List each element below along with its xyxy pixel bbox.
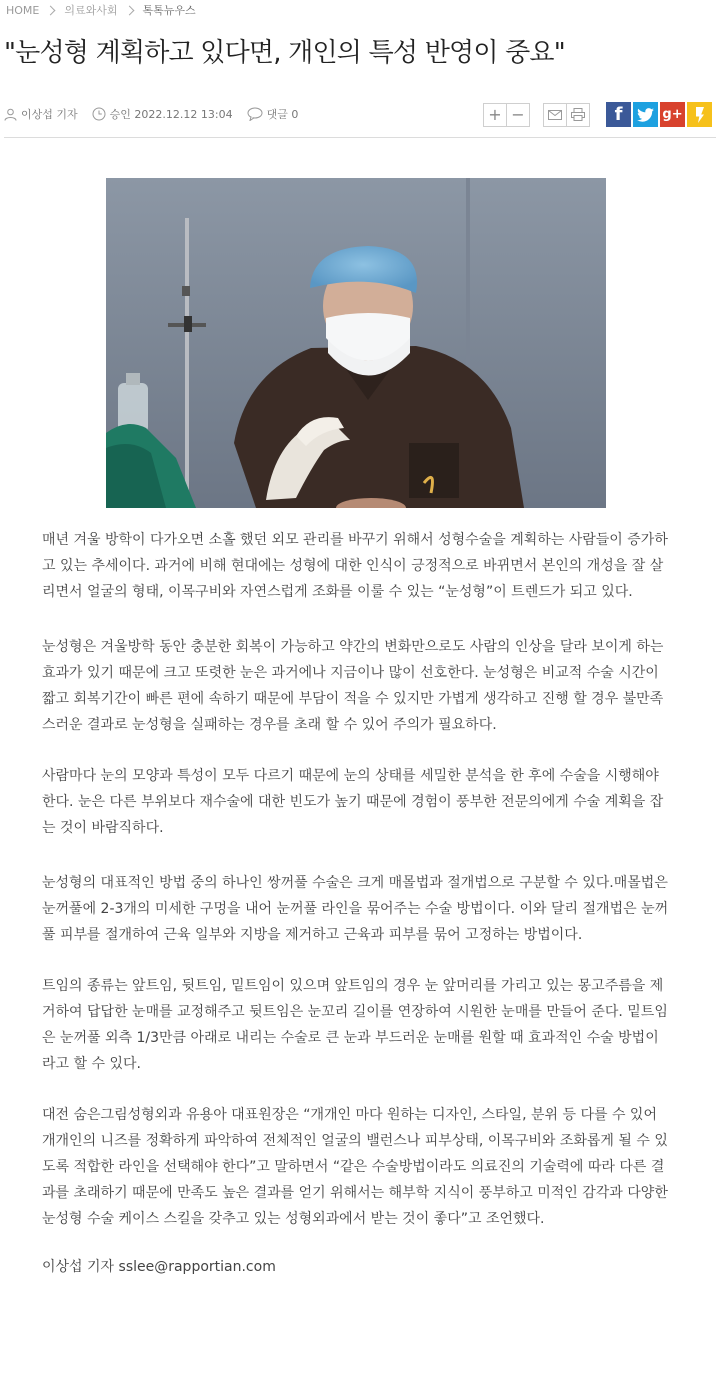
author-name: 이상섭 기자 [21,108,78,121]
article-paragraph: 대전 숨은그림성형외과 유용아 대표원장은 “개개인 마다 원하는 디자인, 스타일, 분위 등 다를 수 있어 개개인의 니즈를 정확하게 파악하여 전체적인 얼굴의 밸런스나 피부상태, 이목구비와 조화롭게 될 수 있도록 적합한 라인을 선택해야 한다”고 말하면서 “같은 수술방법이라도 의료진의 기술력에 따라 다른 결과를 초래하기 때문에 만족도 높은 결과를 얻기 위해서는 해부학 지식이 풍부하고 미적인 감각과 다양한 눈성형 수술 케이스 스킬을 갖추고 있는 성형외과에서 받는 것이 좋다”고 조언했다. [42,1107,668,1227]
approved-date: 승인 2022.12.12 13:04 [109,108,233,121]
email-button[interactable] [543,103,567,127]
article-paragraph: 트임의 종류는 앞트임, 뒷트임, 밑트임이 있으며 앞트임의 경우 눈 앞머리를 가리고 있는 몽고주름을 제거하여 답답한 눈매를 교정해주고 뒷트임은 눈꼬리 길이를 연장하여 시원한 눈매를 만들어 준다. 밑트임은 눈꺼풀 외측 1/3만큼 아래로 내리는 수술로 큰 눈과 부드러운 눈매를 원할 때 효과적인 수술 방법이라고 할 수 있다. [42,978,668,1072]
clock-icon [92,107,106,121]
user-icon [4,108,17,121]
print-icon [571,108,585,121]
article-paragraph: 매년 겨울 방학이 다가오면 소홀 했던 외모 관리를 바꾸기 위해서 성형수술을 계획하는 사람들이 증가하고 있는 추세이다. 과거에 비해 현대에는 성형에 대한 인식이 긍정적으로 바뀌면서 본인의 개성을 잘 살리면서 얼굴의 형태, 이목구비와 자연스럽게 조화를 이룰 수 있는 “눈성형”이 트렌드가 되고 있다. [42,532,668,600]
article-paragraph: 눈성형의 대표적인 방법 중의 하나인 쌍꺼풀 수술은 크게 매몰법과 절개법으로 구분할 수 있다.매몰법은 눈꺼풀에 2-3개의 미세한 구멍을 내어 눈꺼풀 라인을 묶어주는 수술 방법이다. 이와 달리 절개법은 눈꺼풀 피부를 절개하여 근육 일부와 지방을 제거하고 근육과 피부를 묶어 고정하는 방법이다. [42,875,669,943]
breadcrumb-section[interactable]: 의료와사회 [64,4,118,17]
font-increase-button[interactable]: + [483,103,507,127]
article-paragraph: 눈성형은 겨울방학 동안 충분한 회복이 가능하고 약간의 변화만으로도 사람의 인상을 달라 보이게 하는 효과가 있기 때문에 크고 또렷한 눈은 과거에나 지금이나 많이 선호한다. 눈성형은 비교적 수술 시간이 짧고 회복기간이 빠른 편에 속하기 때문에 부담이 적을 수 있지만 가볍게 생각하고 진행 할 경우 불만족스러운 결과로 눈성형을 실패하는 경우를 초래 할 수 있어 주의가 필요하다. [42,639,664,733]
font-decrease-button[interactable]: − [506,103,530,127]
approved-info [92,106,233,122]
article-photo [106,178,606,508]
googleplus-icon: g+ [662,107,683,122]
article-paragraph: 사람마다 눈의 모양과 특성이 모두 다르기 때문에 눈의 상태를 세밀한 분석을 한 후에 수술을 시행해야 한다. 눈은 다른 부위보다 재수술에 대한 빈도가 높기 때문에 경험이 풍부한 전문의에게 수술 계획을 잡는 것이 바람직하다. [42,768,664,836]
googleplus-share-button[interactable] [660,102,685,127]
kakaostory-icon [694,106,706,124]
print-button[interactable] [566,103,590,127]
comment-info[interactable] [247,106,299,122]
kakaostory-share-button[interactable] [687,102,712,127]
article-meta [4,98,716,134]
facebook-icon: f [614,104,623,125]
meta-divider [4,137,716,138]
breadcrumb-current[interactable]: 톡톡뉴우스 [142,4,196,17]
twitter-icon [637,108,654,122]
mail-icon [548,110,562,120]
article-byline: 이상섭 기자 sslee@rapportian.com [42,1259,276,1275]
comment-icon [247,107,263,121]
article-body [42,527,672,1280]
twitter-share-button[interactable] [633,102,658,127]
chevron-right-icon [46,5,56,15]
author-info [4,106,78,122]
page-title: "눈성형 계획하고 있다면, 개인의 특성 반영이 중요" [4,38,565,68]
breadcrumb-home[interactable]: HOME [6,3,40,17]
chevron-right-icon [124,5,134,15]
comment-count[interactable]: 댓글 0 [266,108,299,121]
facebook-share-button[interactable] [606,102,631,127]
breadcrumb [6,2,196,18]
